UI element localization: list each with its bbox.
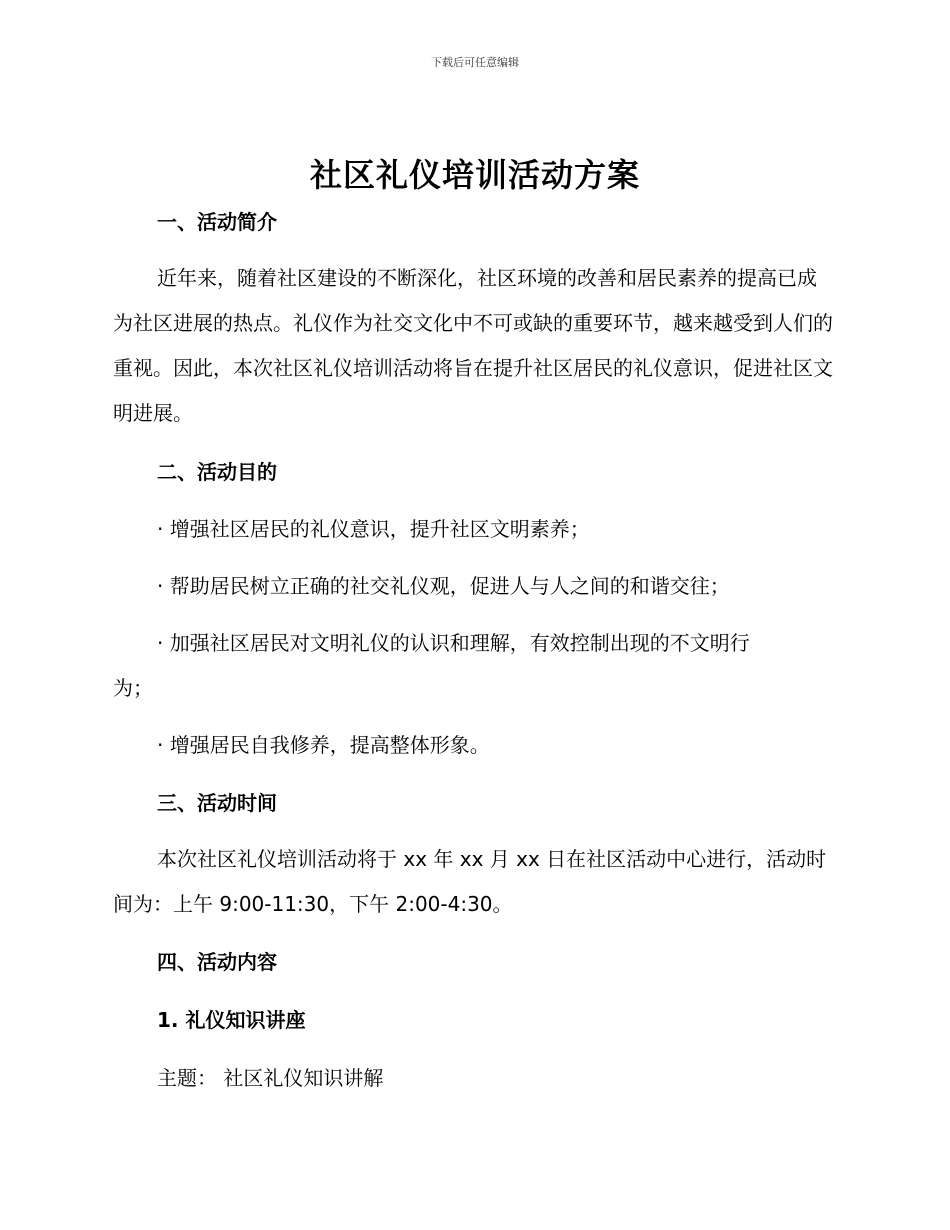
subsection-heading-lecture: 1. 礼仪知识讲座	[157, 1008, 306, 1032]
intro-text: 近年来，随着社区建设的不断深化，社区环境的改善和居民素养的提高已成为社区进展的热点。礼仪作为社交文化中不可或缺的重要环节，越来越受到人们的重视。因此，本次社区礼仪培训活动将旨在提升社区居民的礼仪意识，促进社区文明进展。	[113, 266, 833, 425]
section-heading-intro: 一、活动简介	[157, 210, 277, 234]
section-heading-content: 四、活动内容	[157, 950, 277, 974]
lecture-topic: 主题： 社区礼仪知识讲解	[157, 1066, 384, 1090]
purpose-item-1: · 增强社区居民的礼仪意识，提升社区文明素养；	[157, 517, 590, 541]
intro-paragraph	[113, 256, 833, 436]
purpose-item-3-continued: 为；	[113, 676, 153, 700]
purpose-item-2: · 帮助居民树立正确的社交礼仪观，促进人与人之间的和谐交往；	[157, 574, 730, 598]
time-paragraph	[113, 837, 833, 927]
section-heading-time: 三、活动时间	[157, 791, 277, 815]
purpose-item-3: · 加强社区居民对文明礼仪的认识和理解，有效控制出现的不文明行	[157, 631, 750, 655]
header-note: 下载后可任意编辑	[431, 56, 519, 69]
time-text: 本次社区礼仪培训活动将于 xx 年 xx 月 xx 日在社区活动中心进行，活动时间为：上午 9:00-11:30，下午 2:00-4:30。	[113, 847, 827, 916]
section-heading-purpose: 二、活动目的	[157, 460, 277, 484]
document-title: 社区礼仪培训活动方案	[309, 156, 640, 194]
purpose-item-4: · 增强居民自我修养，提高整体形象。	[157, 733, 490, 757]
